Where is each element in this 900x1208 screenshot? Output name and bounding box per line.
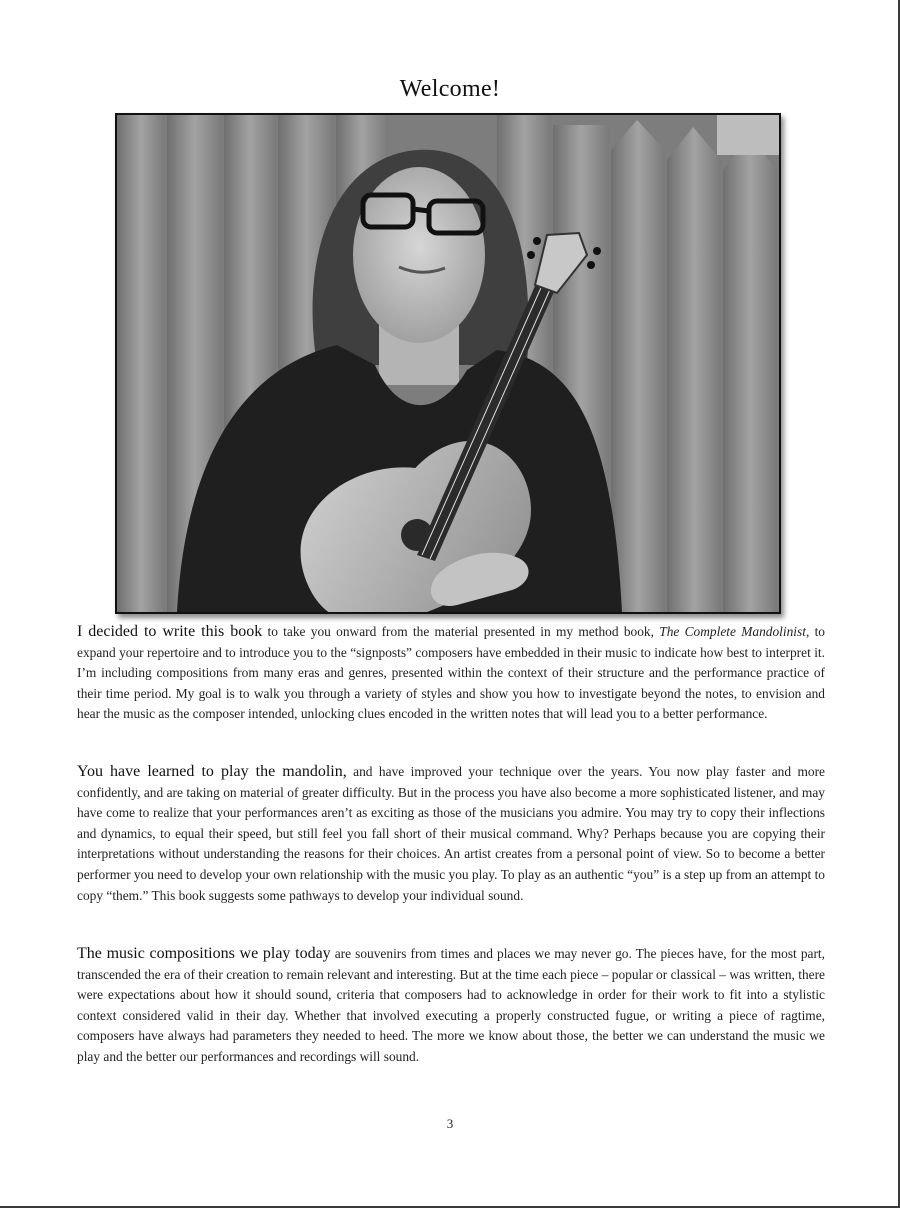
book-title: The Complete Mandolinist bbox=[659, 624, 806, 639]
learned-lead: You have learned to play the mandolin, bbox=[77, 763, 347, 780]
compositions-text: are souvenirs from times and places we may never go. The pieces have, for the most part, transcended the era of their creation to remain relevant and interesting. But at the time each piece – popular or classical – was written, there were expectations about how it should sound, criteria that composers had to acknowledge in order for their work to fit into a stylistic context considered valid in their day. Whether that involved executing a properly constructed fugue, or writing a piece of ragtime, composers have always had parameters they needed to heed. The more we know about those, the better we can understand the music we play and the better our performances and recordings will sound. bbox=[77, 946, 825, 1064]
intro-paragraph bbox=[77, 622, 825, 725]
page-title: Welcome! bbox=[399, 76, 501, 102]
author-photo bbox=[115, 113, 781, 614]
learned-paragraph bbox=[77, 762, 825, 906]
intro-text-before-title: to take you onward from the material presented in my method book, bbox=[262, 624, 660, 639]
page-number: 3 bbox=[446, 1116, 454, 1131]
compositions-paragraph bbox=[77, 944, 825, 1068]
photo-woman-with-mandolin-icon bbox=[117, 115, 779, 612]
intro-lead: I decided to write this book bbox=[77, 623, 263, 640]
learned-text: and have improved your technique over the years. You now play faster and more confidently, and are taking on material of greater difficulty. But in the process you have also become a more sophisticated listener, and may have come to realize that your performances aren’t as exciting as those of the musicians you admire. You may try to copy their inflections and dynamics, to equal their speed, but still feel you fall short of their musical command. Why? Perhaps because you are copying their interpretations without understanding the reasons for their choices. An artist creates from a personal point of view. So to become a better performer you need to develop your own relationship with the music you play. To play as an authentic “you” is a step up from an attempt to copy “them.” This book suggests some pathways to develop your individual sound. bbox=[77, 764, 826, 903]
compositions-lead: The music compositions we play today bbox=[77, 945, 331, 962]
intro-text-after-title: , to expand your repertoire and to introduce you to the “signposts” composers have embedded in their music to indicate how best to interpret it. I’m including compositions from many eras and genres, presented within the context of their structure and the performance practice of their time period. My goal is to walk you through a variety of styles and show you how to investigate beyond the notes, to envision and hear the music as the composer intended, unlocking clues encoded in the written notes that will lead you to a better performance. bbox=[77, 624, 826, 722]
